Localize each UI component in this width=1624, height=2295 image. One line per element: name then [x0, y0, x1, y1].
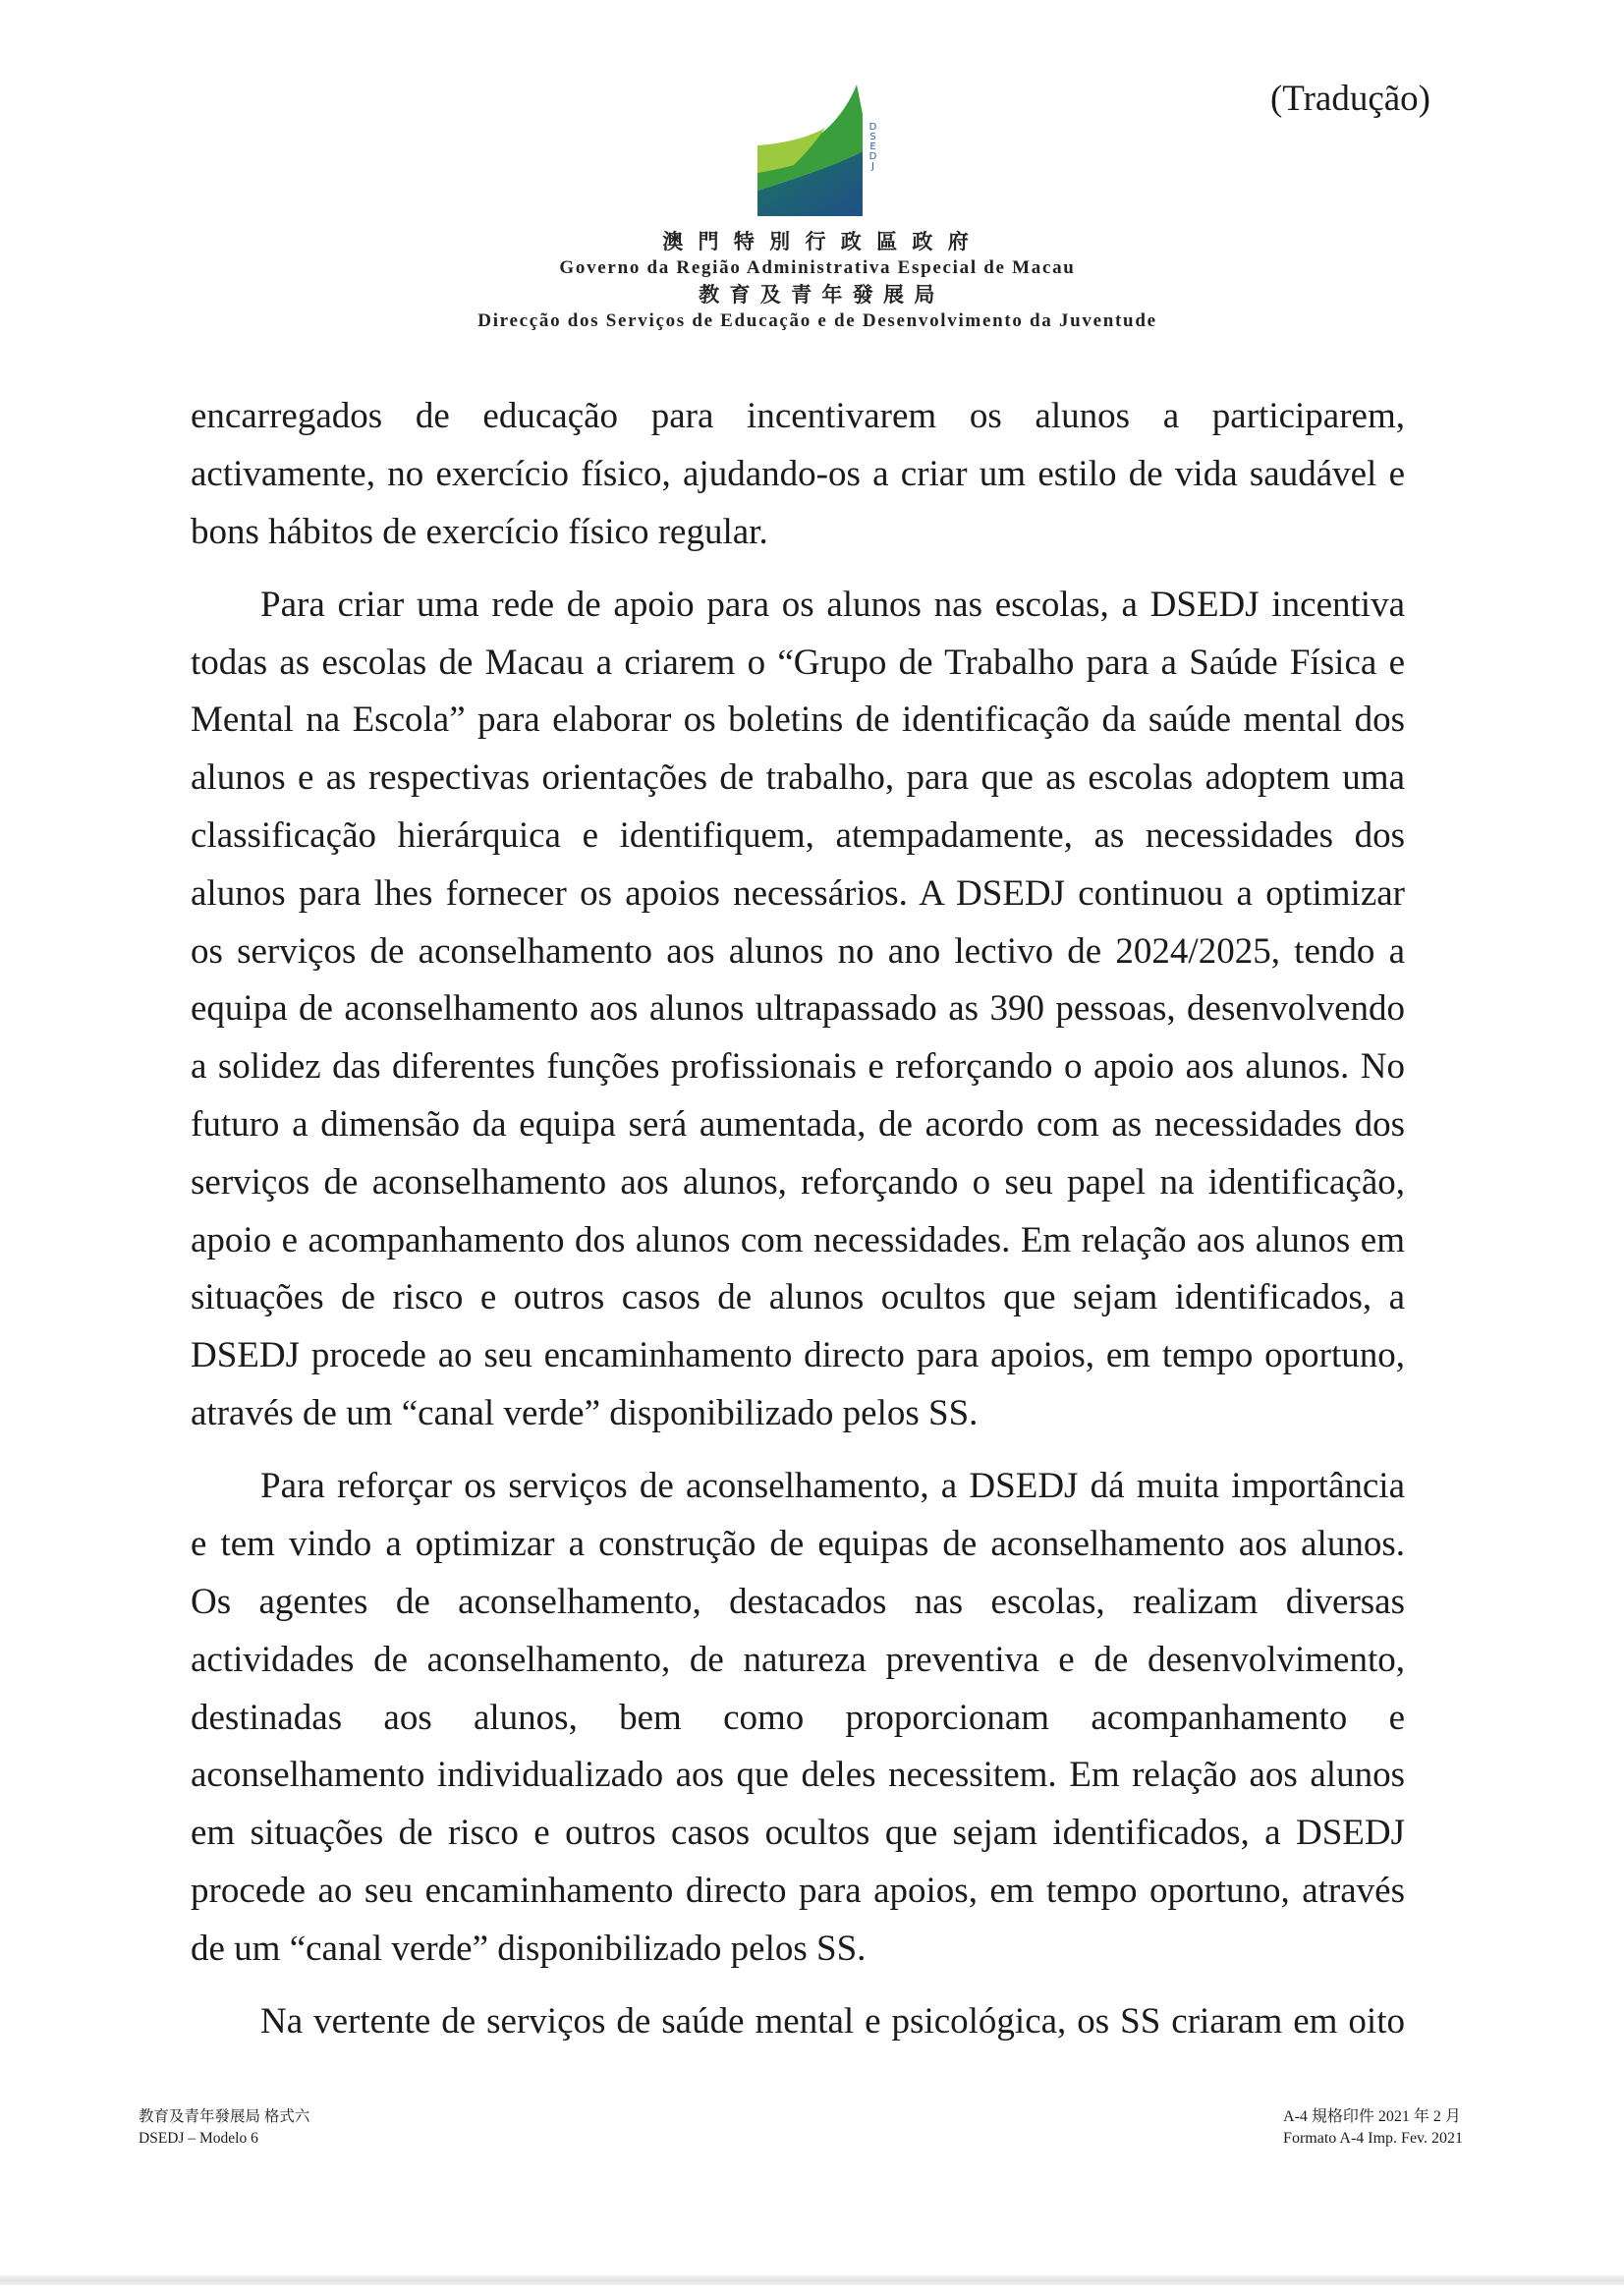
- logo-graphic: [755, 84, 865, 220]
- paragraph-line: Na vertente de serviços de saúde mental e psicológica, os SS criaram em oito: [260, 2001, 1405, 2043]
- paragraph-line: todas as escolas de Macau a criarem o “Grupo de Trabalho para a Saúde Física e: [191, 642, 1405, 683]
- paragraph-line: equipa de aconselhamento aos alunos ultrapassado as 390 pessoas, desenvolvendo: [191, 988, 1405, 1030]
- government-name-pt: Governo da Região Administrativa Especial de Macau: [559, 257, 1076, 278]
- bureau-name-pt: Direcção dos Serviços de Educação e de Desenvolvimento da Juventude: [477, 310, 1157, 331]
- paragraph-line: aconselhamento individualizado aos que deles necessitem. Em relação aos alunos: [191, 1755, 1405, 1796]
- paragraph: [191, 388, 1405, 561]
- paragraph-line: actividades de aconselhamento, de natureza preventiva e de desenvolvimento,: [191, 1639, 1405, 1680]
- paragraph-line: Mental na Escola” para elaborar os boletins de identificação da saúde mental dos: [191, 700, 1405, 741]
- paragraph-line: destinadas aos alunos, bem como proporcionam acompanhamento e: [191, 1697, 1405, 1738]
- scan-edge: [0, 2275, 1624, 2285]
- paragraph-line: bons hábitos de exercício físico regular.: [191, 511, 768, 552]
- paragraph-line: a solidez das diferentes funções profissionais e reforçando o apoio aos alunos. No: [191, 1046, 1405, 1088]
- paragraph-line: através de um “canal verde” disponibilizado pelos SS.: [191, 1393, 979, 1434]
- paragraph: [191, 577, 1405, 1443]
- footer-print-format-zh: A-4 規格印件 2021 年 2 月: [1283, 2108, 1461, 2125]
- paragraph: [191, 1458, 1405, 1978]
- body-text: [191, 388, 1405, 2066]
- paragraph-line: alunos para lhes fornecer os apoios necessários. A DSEDJ continuou a optimizar: [191, 872, 1405, 914]
- footer-form-model-zh: 教育及青年發展局 格式六: [139, 2108, 310, 2125]
- footer-print-format: [1283, 2106, 1463, 2150]
- logo-lettering: DSEDJ: [868, 122, 878, 171]
- translation-label: (Tradução): [1269, 79, 1430, 119]
- paragraph-line: alunos e as respectivas orientações de trabalho, para que as escolas adoptem uma: [191, 757, 1405, 799]
- paragraph-line: e tem vindo a optimizar a construção de equipas de aconselhamento aos alunos.: [191, 1524, 1405, 1565]
- paragraph-line: DSEDJ procede ao seu encaminhamento directo para apoios, em tempo oportuno,: [191, 1335, 1405, 1376]
- paragraph: [191, 1993, 1405, 2051]
- dsedj-logo: [755, 84, 886, 220]
- government-name-zh: 澳 門 特 別 行 政 區 政 府: [662, 229, 973, 253]
- bureau-name-zh: 教 育 及 青 年 發 展 局: [699, 282, 936, 307]
- paragraph-line: futuro a dimensão da equipa será aumentada, de acordo com as necessidades dos: [191, 1104, 1405, 1146]
- paragraph-line: classificação hierárquica e identifiquem, atempadamente, as necessidades dos: [191, 815, 1405, 857]
- paragraph-line: Os agentes de aconselhamento, destacados nas escolas, realizam diversas: [191, 1581, 1405, 1622]
- footer-print-format-pt: Formato A-4 Imp. Fev. 2021: [1283, 2130, 1463, 2147]
- paragraph-line: serviços de aconselhamento aos alunos, reforçando o seu papel na identificação,: [191, 1161, 1405, 1203]
- letterhead: [424, 228, 1210, 334]
- paragraph-line: procede ao seu encaminhamento directo para apoios, em tempo oportuno, através: [191, 1870, 1405, 1911]
- footer-form-model-pt: DSEDJ – Modelo 6: [139, 2130, 258, 2147]
- paragraph-line: encarregados de educação para incentivarem os alunos a participarem,: [191, 396, 1405, 436]
- paragraph-line: activamente, no exercício físico, ajudando-os a criar um estilo de vida saudável e: [191, 453, 1405, 494]
- paragraph-line: situações de risco e outros casos de alunos ocultos que sejam identificados, a: [191, 1277, 1405, 1318]
- paragraph-line: de um “canal verde” disponibilizado pelos SS.: [191, 1928, 867, 1969]
- paragraph-line: apoio e acompanhamento dos alunos com necessidades. Em relação aos alunos em: [191, 1219, 1405, 1260]
- paragraph-line: os serviços de aconselhamento aos alunos no ano lectivo de 2024/2025, tendo a: [191, 930, 1405, 972]
- paragraph-line: Para reforçar os serviços de aconselhamento, a DSEDJ dá muita importância: [260, 1466, 1405, 1507]
- footer-form-model: [139, 2106, 309, 2150]
- paragraph-line: Para criar uma rede de apoio para os alunos nas escolas, a DSEDJ incentiva: [260, 584, 1405, 625]
- paragraph-line: em situações de risco e outros casos ocultos que sejam identificados, a DSEDJ: [191, 1813, 1405, 1854]
